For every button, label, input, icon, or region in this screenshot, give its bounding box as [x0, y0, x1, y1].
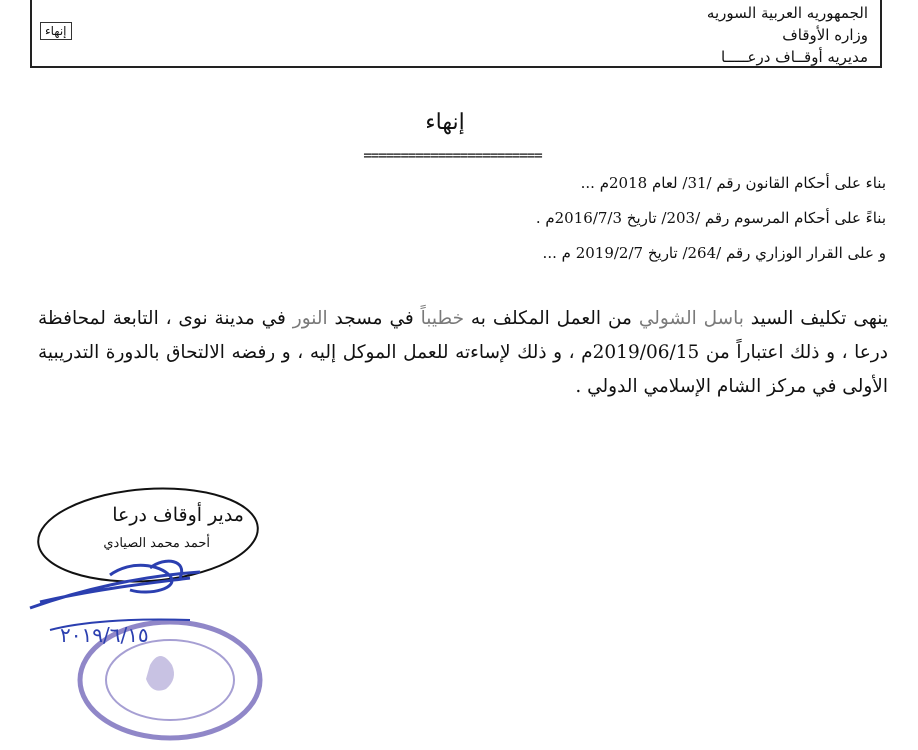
seal-emblem-icon: [146, 656, 174, 691]
letterhead-directorate: مديريه أوقــاف درعـــــا: [720, 48, 868, 66]
mosque-name: النور: [292, 308, 328, 329]
letterhead: [707, 2, 868, 68]
signature-block: [20, 480, 290, 745]
signatory-title: مدير أوقاف درعا: [112, 504, 244, 526]
title-oval: [35, 481, 261, 588]
assigned-role: خطيباً: [420, 308, 465, 329]
body-part-3: في مسجد: [327, 308, 421, 329]
letterhead-country: الجمهوريه العربية السوريه: [706, 4, 868, 22]
title-separator: ========================: [363, 148, 542, 164]
basis-line-law: بناء على أحكام القانون رقم /31/ لعام 2018م ...: [580, 174, 886, 192]
letterhead-ministry: وزاره الأوقاف: [782, 26, 868, 44]
handwritten-date: ٢٠١٩/٦/١٥: [60, 623, 149, 647]
body-part-4: في مدينة نوى ، التابعة لمحافظة درعا ، و ذلك اعتباراً من 2019/06/15م ، و ذلك لإساءته للعمل الموكل إليه ، و رفضه الالتحاق بالدورة التدريبية الأولى في مركز الشام الإسلامي الدولي .: [38, 308, 888, 397]
signatory-name: أحمد محمد الصيادي: [103, 536, 210, 551]
basis-line-decree: بناءً على أحكام المرسوم رقم /203/ تاريخ 2016/7/3م .: [535, 209, 886, 227]
body-part-2: من العمل المكلف به: [464, 308, 639, 329]
document-type-badge: إنهاء: [40, 22, 72, 40]
decision-body: [38, 302, 888, 404]
body-part-1: ينهى تكليف السيد: [743, 308, 889, 329]
signature-scribble-icon: [30, 561, 200, 608]
basis-line-decision: و على القرار الوزاري رقم /264/ تاريخ 2019/2/7 م ...: [542, 244, 886, 262]
person-name: باسل الشولي: [638, 308, 744, 329]
document-title: إنهاء: [425, 110, 465, 135]
